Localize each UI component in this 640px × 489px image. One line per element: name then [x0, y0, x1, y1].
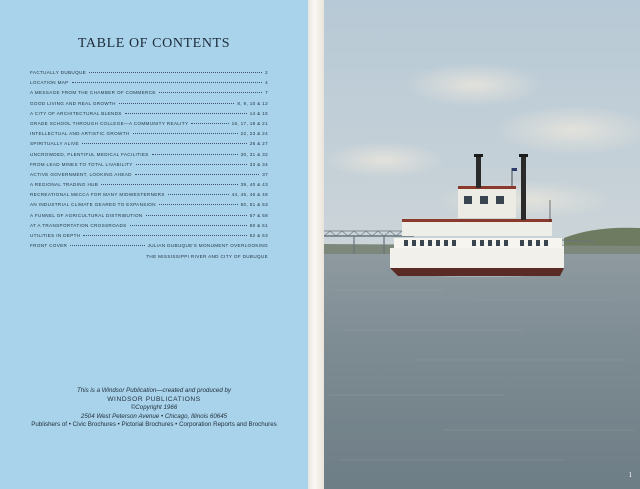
- toc-entry: [30, 213, 268, 223]
- toc-entry: [30, 141, 268, 151]
- toc-entry-title: A FUNNEL OF AGRICULTURAL DISTRIBUTION: [30, 212, 143, 218]
- dot-leader: [191, 123, 228, 124]
- toc-entry-pages: 30, 31 & 32: [240, 151, 268, 157]
- toc-entry-title: FACTUALLY DUBUQUE: [30, 70, 87, 75]
- dot-leader: [133, 133, 238, 134]
- toc-entry-title: A MESSAGE FROM THE CHAMBER OF COMMERCE: [30, 90, 156, 96]
- river-water: [324, 254, 640, 489]
- dot-leader: [101, 184, 237, 185]
- toc-entry-pages: 33 & 34: [249, 161, 268, 167]
- toc-entry: [30, 233, 268, 243]
- book-gutter: [308, 0, 324, 489]
- publisher-address: 2504 West Peterson Avenue • Chicago, Illinois 60645: [80, 412, 228, 420]
- toc-entry-pages: 44, 45, 46 & 48: [231, 192, 268, 198]
- dot-leader: [89, 72, 262, 73]
- toc-entry-pages: 14 & 15: [249, 110, 268, 116]
- toc-entry-pages: 8, 9, 10 & 12: [237, 100, 268, 106]
- colophon: [0, 387, 308, 430]
- toc-entry: [30, 192, 268, 202]
- toc-entry-title: LOCATION MAP: [30, 80, 69, 86]
- toc-entry-pages: 7: [265, 90, 268, 96]
- toc-front-cover: [30, 243, 268, 259]
- toc-entry-title: AT A TRANSPORTATION CROSSROADS: [30, 222, 127, 228]
- toc-entry: [30, 152, 268, 162]
- dot-leader: [82, 143, 247, 144]
- colophon-credit: This is a Windsor Publication—created and produced by: [76, 387, 232, 394]
- toc-entry-title: FROM LEAD MINES TO TOTAL LIVABILITY: [30, 161, 133, 167]
- dot-leader: [130, 225, 247, 226]
- toc-entry-title: UNCROWDED, PLENTIFUL MEDICAL FACILITIES: [30, 151, 149, 157]
- toc-entry-pages: 57 & 58: [249, 212, 268, 218]
- toc-entry-pages: 37: [262, 171, 268, 177]
- toc-entry-title: ACTIVE GOVERNMENT, LOOKING AHEAD: [30, 171, 132, 177]
- toc-entry: [30, 202, 268, 212]
- left-page: [0, 0, 308, 489]
- toc-entry-title: GOOD LIVING AND REAL GROWTH: [30, 100, 116, 106]
- toc-entry-pages: 60 & 61: [249, 222, 268, 228]
- dot-leader: [159, 92, 262, 93]
- toc-entry-title: A CITY OF ARCHITECTURAL BLENDS: [30, 110, 122, 116]
- cloud: [324, 142, 444, 178]
- dot-leader: [135, 174, 259, 175]
- publisher-name: WINDSOR PUBLICATIONS: [107, 395, 201, 403]
- toc-entry-title: GRADE SCHOOL THROUGH COLLEGE—A COMMUNITY REALITY: [30, 120, 189, 126]
- toc-entry: [30, 182, 268, 192]
- dot-leader: [70, 245, 144, 246]
- toc-entry-title: AN INDUSTRIAL CLIMATE GEARED TO EXPANSION: [30, 202, 156, 208]
- dot-leader: [152, 154, 238, 155]
- toc-entry: [30, 101, 268, 111]
- toc-entry: [30, 90, 268, 100]
- toc-entry-title: RECREATIONAL MECCA FOR MANY MIDWESTERNERS: [30, 192, 165, 198]
- toc-entry: [30, 172, 268, 182]
- toc-entry: [30, 111, 268, 121]
- dot-leader: [159, 204, 238, 205]
- copyright: ©Copyright 1966: [130, 404, 178, 412]
- toc-entry-pages: 4: [265, 80, 268, 86]
- toc-entry-title: INTELLECTUAL AND ARTISTIC GROWTH: [30, 131, 130, 137]
- dot-leader: [119, 103, 235, 104]
- toc-entry-pages: 50, 51 & 53: [240, 202, 268, 208]
- toc-entry-pages: 2: [265, 70, 268, 75]
- dot-leader: [136, 164, 247, 165]
- toc-entry-pages: 62 & 63: [249, 233, 268, 238]
- toc-entry: [30, 131, 268, 141]
- right-page-photo: [324, 0, 640, 489]
- toc-entry-title: SPIRITUALLY ALIVE: [30, 141, 79, 147]
- page-number: 1: [628, 471, 632, 479]
- toc-entry: [30, 223, 268, 233]
- toc-entry-pages: 16, 17, 18 & 21: [231, 120, 268, 126]
- cloud: [404, 63, 544, 107]
- publisher-products: Publishers of • Civic Brochures • Pictorial Brochures • Corporation Reports and Brochures: [31, 421, 277, 429]
- toc-entry-pages: 26 & 27: [249, 141, 268, 147]
- toc-title: TABLE OF CONTENTS: [77, 36, 231, 51]
- dot-leader: [146, 215, 247, 216]
- riverboat-photo: [324, 0, 640, 489]
- toc-entry-pages: 39, 40 & 43: [240, 182, 268, 188]
- dot-leader: [83, 235, 246, 236]
- toc-entry-title: UTILITIES IN DEPTH: [30, 233, 81, 238]
- front-cover-description-cont: THE MISSISSIPPI RIVER AND CITY OF DUBUQUE: [146, 253, 268, 259]
- dot-leader: [168, 194, 229, 195]
- toc-entry-title: A REGIONAL TRADING HUB: [30, 182, 99, 188]
- toc-entry-pages: 22, 23 & 24: [240, 131, 268, 137]
- dot-leader: [125, 113, 247, 114]
- toc-entry: [30, 121, 268, 131]
- front-cover-description: JULIAN DUBUQUE'S MONUMENT OVERLOOKING: [147, 243, 268, 249]
- toc-entry: [30, 80, 268, 90]
- front-cover-label: FRONT COVER: [30, 243, 68, 249]
- toc-entry: [30, 70, 268, 80]
- toc-entry: [30, 162, 268, 172]
- toc-list: [30, 70, 268, 259]
- dot-leader: [72, 82, 263, 83]
